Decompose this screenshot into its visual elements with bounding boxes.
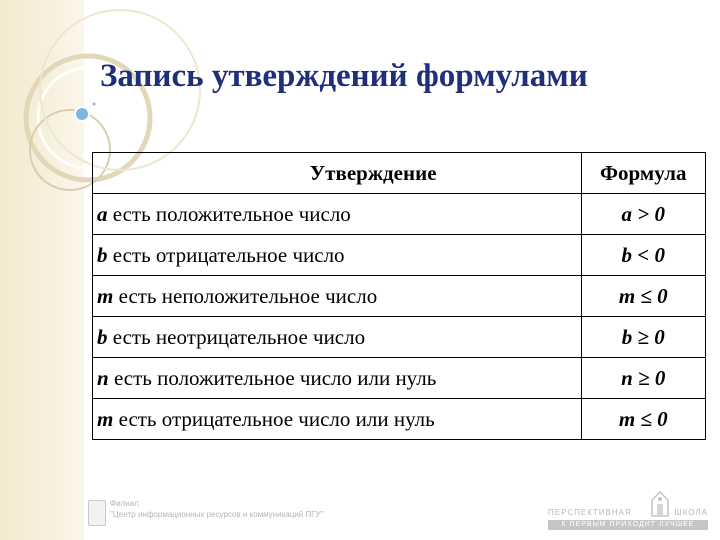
variable: a [97,202,108,226]
footer-left-text [110,498,323,520]
statement-text: есть положительное число [107,202,351,226]
header-statement: Утверждение [93,153,582,194]
statement-cell [93,194,582,235]
statement-text: есть положительное число или нуль [108,366,437,390]
variable: m [97,407,114,431]
footer-right-word2: ШКОЛА [674,508,708,517]
formula-cell: m ≤ 0 [581,399,705,440]
footer-left-line1: Филиал [110,499,139,508]
statement-text: есть неотрицательное число [107,325,366,349]
table-row [93,317,706,358]
footer-right-word1: ПЕРСПЕКТИВНАЯ [548,508,632,517]
statement-cell [93,276,582,317]
footer-left-line2: "Центр информационных ресурсов и коммуникаций ПГУ" [110,510,324,519]
variable: b [97,325,108,349]
statement-cell [93,317,582,358]
footer-right-logo [548,488,712,532]
footer-left-logo [88,498,348,528]
table-row [93,276,706,317]
table-header-row [93,153,706,194]
document-logo-icon [88,500,106,526]
formula-cell: n ≥ 0 [581,358,705,399]
statement-cell [93,399,582,440]
table-row [93,235,706,276]
statement-text: есть отрицательное число или нуль [113,407,435,431]
footer-right-words [548,508,708,519]
formula-cell: b < 0 [581,235,705,276]
statements-table [92,152,706,440]
footer-right-tagline: К ПЕРВЫМ ПРИХОДИТ ЛУЧШЕЕ [548,520,708,530]
statement-text: есть отрицательное число [107,243,345,267]
header-formula: Формула [581,153,705,194]
statement-text: есть неположительное число [113,284,378,308]
table-row [93,399,706,440]
formula-cell: b ≥ 0 [581,317,705,358]
statement-cell [93,358,582,399]
formula-cell: a > 0 [581,194,705,235]
statement-cell [93,235,582,276]
table-row [93,194,706,235]
variable: m [97,284,114,308]
table-row [93,358,706,399]
slide-title: Запись утверждений формулами [100,58,588,94]
variable: n [97,366,109,390]
formula-cell: m ≤ 0 [581,276,705,317]
variable: b [97,243,108,267]
